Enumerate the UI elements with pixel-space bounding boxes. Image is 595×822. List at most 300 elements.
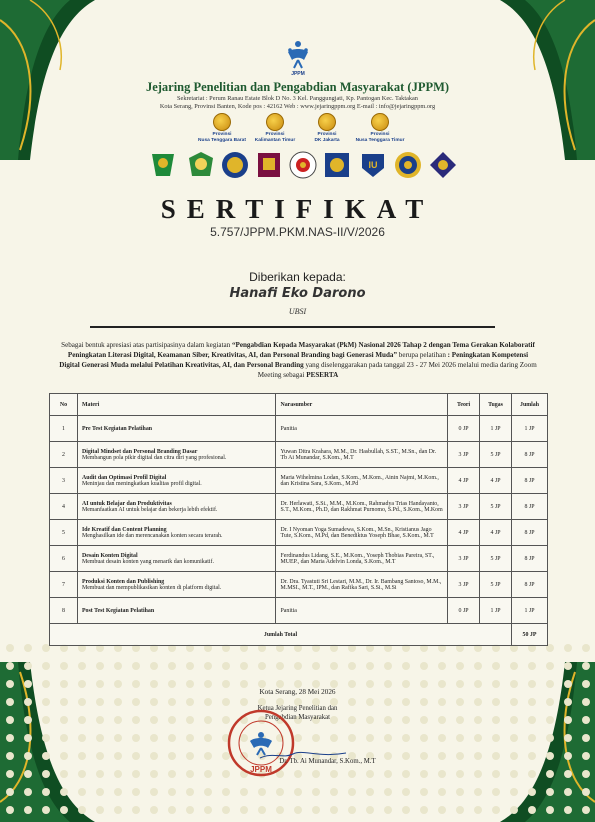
background-dot <box>150 734 158 742</box>
row-teori: 3 JP <box>448 494 480 520</box>
row-tugas: 1 JP <box>480 598 512 624</box>
province-badge <box>192 113 252 143</box>
row-no: 6 <box>50 546 78 572</box>
background-dot <box>78 662 86 670</box>
total-label: Jumlah Total <box>50 624 512 646</box>
background-dot <box>312 662 320 670</box>
background-dot <box>6 644 14 652</box>
background-dot <box>438 770 446 778</box>
row-jumlah: 8 JP <box>512 572 548 598</box>
materi-title: Desain Konten Digital <box>81 552 138 559</box>
background-dot <box>510 770 518 778</box>
background-dot <box>492 788 500 796</box>
background-dot <box>474 770 482 778</box>
background-dot <box>114 734 122 742</box>
background-dot <box>42 680 50 688</box>
background-dot <box>366 770 374 778</box>
background-dot <box>60 770 68 778</box>
dot-pattern-background <box>0 640 595 822</box>
background-dot <box>96 770 104 778</box>
background-dot <box>384 770 392 778</box>
statement-bold: : Peningkatan Kompetensi Digital Generasi Muda melalui Pelatihan Kreativitas, AI, dan Personal Branding <box>59 351 529 369</box>
column-header-no: No <box>50 394 78 416</box>
row-speaker: Panitia <box>276 598 448 624</box>
row-teori: 4 JP <box>448 468 480 494</box>
official-stamp-icon <box>226 708 296 778</box>
background-dot <box>186 734 194 742</box>
background-dot <box>24 788 32 796</box>
background-dot <box>150 662 158 670</box>
background-dot <box>150 680 158 688</box>
row-tugas: 4 JP <box>480 520 512 546</box>
row-jumlah: 1 JP <box>512 598 548 624</box>
background-dot <box>546 770 554 778</box>
background-dot <box>456 806 464 814</box>
row-tugas: 5 JP <box>480 546 512 572</box>
column-header-materi: Materi <box>77 394 276 416</box>
background-dot <box>24 680 32 688</box>
row-jumlah: 8 JP <box>512 468 548 494</box>
background-dot <box>186 788 194 796</box>
background-dot <box>6 806 14 814</box>
background-dot <box>204 770 212 778</box>
background-dot <box>6 662 14 670</box>
background-dot <box>330 770 338 778</box>
background-dot <box>96 680 104 688</box>
background-dot <box>492 734 500 742</box>
province-label-2: Kalimantan Timur <box>254 138 296 143</box>
background-dot <box>546 662 554 670</box>
background-dot <box>510 662 518 670</box>
background-dot <box>420 788 428 796</box>
background-dot <box>114 680 122 688</box>
given-to-label: Diberikan kepada: <box>249 270 346 284</box>
background-dot <box>132 770 140 778</box>
background-dot <box>564 770 572 778</box>
background-dot <box>492 680 500 688</box>
background-dot <box>474 734 482 742</box>
jppm-logo-icon <box>282 38 314 78</box>
background-dot <box>438 734 446 742</box>
address-line-1: Sekretariat : Perum Ranau Estate Blok D No. 3 Kel. Panggungjati, Kp. Pantogan Kec. Taktakan <box>177 95 418 102</box>
materi-title: AI untuk Belajar dan Produktivitas <box>81 500 172 507</box>
background-dot <box>114 806 122 814</box>
row-materi <box>77 442 276 468</box>
university-logo-icon <box>322 150 352 180</box>
background-dot <box>420 680 428 688</box>
background-dot <box>474 806 482 814</box>
table-total-row <box>50 624 548 646</box>
province-label-1: Provinsi <box>212 132 232 137</box>
background-dot <box>222 662 230 670</box>
certificate-number: 5.757/JPPM.PKM.NAS-II/V/2026 <box>210 225 385 239</box>
certificate-title: SERTIFIKAT <box>160 194 435 224</box>
background-dot <box>132 788 140 796</box>
province-badge <box>245 113 305 143</box>
background-dot <box>582 644 590 652</box>
background-dot <box>564 644 572 652</box>
row-materi <box>77 520 276 546</box>
address-line-2: Kota Serang, Provinsi Banten, Kode pos : 42162 Web : www.jejaringppm.org E-mail : info@jejaringppm.org <box>159 103 436 110</box>
background-dot <box>312 734 320 742</box>
background-dot <box>582 662 590 670</box>
background-dot <box>240 806 248 814</box>
materi-description: Meninjau dan meningkatkan kualitas profil digital. <box>81 480 202 487</box>
row-teori: 0 JP <box>448 416 480 442</box>
column-header-narasumber: Narasumber <box>276 394 448 416</box>
background-dot <box>312 770 320 778</box>
background-dot <box>348 806 356 814</box>
background-dot <box>384 662 392 670</box>
background-dot <box>564 680 572 688</box>
table-row <box>50 494 548 520</box>
background-dot <box>330 788 338 796</box>
background-dot <box>42 662 50 670</box>
background-dot <box>312 788 320 796</box>
materi-description: Memanfaatkan AI untuk belajar dan bekerja lebih efektif. <box>81 506 218 513</box>
background-dot <box>258 680 266 688</box>
row-teori: 3 JP <box>448 572 480 598</box>
background-dot <box>6 788 14 796</box>
background-dot <box>546 806 554 814</box>
materi-description: Menghasilkan ide dan merencanakan konten secara terarah. <box>81 532 223 539</box>
background-dot <box>78 734 86 742</box>
row-tugas: 5 JP <box>480 442 512 468</box>
province-badge <box>350 113 410 143</box>
background-dot <box>96 734 104 742</box>
signer-role <box>0 704 595 722</box>
background-dot <box>384 788 392 796</box>
divider-line <box>90 326 495 328</box>
background-dot <box>456 680 464 688</box>
background-dot <box>348 662 356 670</box>
background-dot <box>168 770 176 778</box>
background-dot <box>186 770 194 778</box>
row-materi <box>77 416 276 442</box>
background-dot <box>150 806 158 814</box>
background-dot <box>204 680 212 688</box>
background-dot <box>528 662 536 670</box>
row-teori: 0 JP <box>448 598 480 624</box>
background-dot <box>186 806 194 814</box>
background-dot <box>546 734 554 742</box>
background-dot <box>240 680 248 688</box>
table-row <box>50 546 548 572</box>
background-dot <box>456 662 464 670</box>
background-dot <box>240 788 248 796</box>
background-dot <box>168 788 176 796</box>
background-dot <box>168 680 176 688</box>
row-jumlah: 1 JP <box>512 416 548 442</box>
row-materi <box>77 494 276 520</box>
background-dot <box>294 662 302 670</box>
background-dot <box>222 680 230 688</box>
row-no: 3 <box>50 468 78 494</box>
row-speaker: Dr. Dra. Tyastuti Sri Lestari, M.M., Dr. Ir. Bambang Santoso, M.M., M.MSI., M.T., IPM., dan Rafika Sari, S.Si., M.Si <box>276 572 448 598</box>
row-no: 4 <box>50 494 78 520</box>
materi-description: Membuat dan mempublikasikan konten di platform digital. <box>81 584 222 591</box>
row-no: 8 <box>50 598 78 624</box>
university-logos-row <box>0 150 595 184</box>
background-dot <box>582 734 590 742</box>
background-dot <box>60 680 68 688</box>
background-dot <box>402 788 410 796</box>
row-tugas: 5 JP <box>480 572 512 598</box>
background-dot <box>366 806 374 814</box>
statement-text: yang diselenggarakan pada tanggal 23 - 27 Mei 2026 melalui media daring Zoom Meeting sebagai <box>257 361 537 379</box>
background-dot <box>240 662 248 670</box>
background-dot <box>546 680 554 688</box>
background-dot <box>276 680 284 688</box>
province-emblem-icon <box>318 113 336 131</box>
background-dot <box>420 734 428 742</box>
background-dot <box>420 770 428 778</box>
background-dot <box>132 680 140 688</box>
background-dot <box>24 644 32 652</box>
university-logo-icon <box>288 150 318 180</box>
background-dot <box>132 806 140 814</box>
background-dot <box>348 788 356 796</box>
province-emblem-icon <box>213 113 231 131</box>
background-dot <box>42 806 50 814</box>
background-dot <box>456 734 464 742</box>
background-dot <box>456 770 464 778</box>
table-header-row <box>50 394 548 416</box>
background-dot <box>276 806 284 814</box>
background-dot <box>132 734 140 742</box>
background-dot <box>60 788 68 796</box>
background-dot <box>528 788 536 796</box>
background-dot <box>312 680 320 688</box>
province-label-1: Provinsi <box>317 132 337 137</box>
background-dot <box>510 806 518 814</box>
row-jumlah: 8 JP <box>512 494 548 520</box>
background-dot <box>456 788 464 796</box>
row-tugas: 5 JP <box>480 494 512 520</box>
row-no: 7 <box>50 572 78 598</box>
background-dot <box>6 770 14 778</box>
background-dot <box>348 770 356 778</box>
background-dot <box>96 788 104 796</box>
university-logo-icon <box>358 150 388 180</box>
background-dot <box>24 806 32 814</box>
background-dot <box>564 788 572 796</box>
background-dot <box>528 680 536 688</box>
background-dot <box>114 770 122 778</box>
table-row <box>50 520 548 546</box>
table-row <box>50 598 548 624</box>
row-materi <box>77 468 276 494</box>
svg-text:IU: IU <box>368 160 378 170</box>
background-dot <box>330 680 338 688</box>
background-dot <box>204 662 212 670</box>
background-dot <box>438 662 446 670</box>
background-dot <box>186 680 194 688</box>
background-dot <box>42 788 50 796</box>
row-speaker: Panitia <box>276 416 448 442</box>
row-speaker: Maria Wihelmina Lodan, S.Kom., M.Kom., Ainin Najmi, M.Kom., dan Kristina Sara, S.Kom., M.Pd <box>276 468 448 494</box>
province-badge <box>297 113 357 143</box>
background-dot <box>96 662 104 670</box>
column-header-jumlah: Jumlah <box>512 394 548 416</box>
background-dot <box>510 788 518 796</box>
background-dot <box>528 734 536 742</box>
row-materi <box>77 598 276 624</box>
row-no: 1 <box>50 416 78 442</box>
stamp-text: JPPM <box>250 765 272 774</box>
row-teori: 3 JP <box>448 442 480 468</box>
background-dot <box>582 806 590 814</box>
background-dot <box>78 806 86 814</box>
background-dot <box>276 788 284 796</box>
background-dot <box>384 806 392 814</box>
university-logo-icon <box>393 150 423 180</box>
column-header-teori: Teori <box>448 394 480 416</box>
background-dot <box>258 806 266 814</box>
row-speaker: Dr. Herlawati, S.Si., M.M., M.Kom., Rahmadya Trias Handayanto, S.T., M.Kom., Ph.D, dan Rakhmat Purnomo, S.Pd., S.Kom., M.Kom <box>276 494 448 520</box>
background-dot <box>24 734 32 742</box>
row-teori: 4 JP <box>448 520 480 546</box>
background-dot <box>510 680 518 688</box>
background-dot <box>132 662 140 670</box>
background-dot <box>6 734 14 742</box>
background-dot <box>42 770 50 778</box>
background-dot <box>348 734 356 742</box>
province-label-2: Nusa Tenggara Timur <box>355 138 405 143</box>
background-dot <box>564 806 572 814</box>
background-dot <box>24 770 32 778</box>
background-dot <box>258 788 266 796</box>
row-jumlah: 8 JP <box>512 442 548 468</box>
row-speaker: Yuwan Ditra Krahara, M.M., Dr. Hasbullah, S.ST., M.Sn., dan Dr. Tb Ai Munandar, S.Kom., M.T <box>276 442 448 468</box>
materi-title: Post Test Kegiatan Pelatihan <box>81 607 155 614</box>
background-dot <box>204 806 212 814</box>
row-materi <box>77 546 276 572</box>
training-table <box>49 393 548 646</box>
background-dot <box>24 662 32 670</box>
background-dot <box>420 806 428 814</box>
background-dot <box>60 662 68 670</box>
background-dot <box>474 788 482 796</box>
background-dot <box>294 806 302 814</box>
row-materi <box>77 572 276 598</box>
statement-bold: PESERTA <box>306 371 339 379</box>
table-row <box>50 442 548 468</box>
background-dot <box>528 770 536 778</box>
university-logo-icon <box>186 150 216 180</box>
table-row <box>50 416 548 442</box>
recipient-name: Hanafi Eko Darono <box>229 286 366 301</box>
background-dot <box>294 788 302 796</box>
materi-title: Pre Test Kegiatan Pelatihan <box>81 425 153 432</box>
materi-title: Produksi Konten dan Publishing <box>81 578 165 585</box>
province-label-1: Provinsi <box>265 132 285 137</box>
background-dot <box>384 680 392 688</box>
statement-text: berupa pelatihan <box>397 351 448 359</box>
background-dot <box>402 680 410 688</box>
background-dot <box>330 662 338 670</box>
background-dot <box>582 770 590 778</box>
signer-name: Dr. Tb. Ai Munandar, S.Kom., M.T <box>279 758 376 765</box>
background-dot <box>42 734 50 742</box>
organization-name: Jejaring Penelitian dan Pengabdian Masyarakat (JPPM) <box>145 80 450 94</box>
university-logo-icon <box>254 150 284 180</box>
background-dot <box>294 680 302 688</box>
background-dot <box>438 806 446 814</box>
background-dot <box>78 770 86 778</box>
province-emblem-icon <box>266 113 284 131</box>
background-dot <box>564 662 572 670</box>
province-label-1: Provinsi <box>370 132 390 137</box>
background-dot <box>582 680 590 688</box>
table-row <box>50 572 548 598</box>
background-dot <box>402 734 410 742</box>
materi-title: Audit dan Optimasi Profil Digital <box>81 474 167 481</box>
province-logos-row <box>0 113 595 151</box>
background-dot <box>564 734 572 742</box>
background-dot <box>96 806 104 814</box>
background-dot <box>582 788 590 796</box>
logo-text: JPPM <box>291 71 305 77</box>
background-dot <box>402 806 410 814</box>
materi-title: Ide Kreatif dan Content Planning <box>81 526 167 533</box>
total-value: 50 JP <box>512 624 548 646</box>
row-speaker: Dr. I Nyoman Yoga Sumadewa, S.Kom., M.Sn., Kristianus Jago Tute, S.Kom., M.Pd, dan Benediktus Yoseph Bhae, S.Kom., M.T <box>276 520 448 546</box>
row-tugas: 1 JP <box>480 416 512 442</box>
background-dot <box>78 680 86 688</box>
background-dot <box>222 788 230 796</box>
statement-text: Sebagai bentuk apresiasi atas partisipasinya dalam kegiatan <box>61 341 232 349</box>
background-dot <box>150 770 158 778</box>
column-header-tugas: Tugas <box>480 394 512 416</box>
background-dot <box>114 788 122 796</box>
row-no: 5 <box>50 520 78 546</box>
background-dot <box>312 806 320 814</box>
materi-description: Membangun pola pikir digital dan citra diri yang profesional. <box>81 454 227 461</box>
background-dot <box>474 680 482 688</box>
background-dot <box>258 662 266 670</box>
background-dot <box>60 806 68 814</box>
background-dot <box>222 806 230 814</box>
background-dot <box>438 788 446 796</box>
background-dot <box>366 680 374 688</box>
background-dot <box>492 806 500 814</box>
background-dot <box>330 806 338 814</box>
row-jumlah: 8 JP <box>512 546 548 572</box>
statement-bold: “Pengabdian Kepada Masyarakat (PkM) Nasional 2026 Tahap 2 dengan Tema Gerakan Kolaboratif Peningkatan Literasi Digital, Keamanan Siber, Kreativitas, AI, dan Personal Branding bagi Generasi Muda” <box>67 341 535 359</box>
materi-title: Digital Mindset dan Personal Branding Dasar <box>81 448 198 455</box>
materi-description: Membuat desain konten yang menarik dan komunikatif. <box>81 558 214 565</box>
row-jumlah: 8 JP <box>512 520 548 546</box>
province-emblem-icon <box>371 113 389 131</box>
background-dot <box>186 662 194 670</box>
province-label-2: DK Jakarta <box>314 138 340 143</box>
background-dot <box>402 662 410 670</box>
background-dot <box>78 788 86 796</box>
background-dot <box>384 734 392 742</box>
province-label-2: Nusa Tenggara Barat <box>198 138 246 143</box>
background-dot <box>474 662 482 670</box>
signer-role-line-2: Pengabdian Masyarakat <box>264 714 331 721</box>
background-dot <box>114 662 122 670</box>
row-no: 2 <box>50 442 78 468</box>
table-row <box>50 468 548 494</box>
background-dot <box>366 734 374 742</box>
background-dot <box>366 788 374 796</box>
background-dot <box>528 806 536 814</box>
row-tugas: 4 JP <box>480 468 512 494</box>
certificate-statement <box>58 340 538 380</box>
